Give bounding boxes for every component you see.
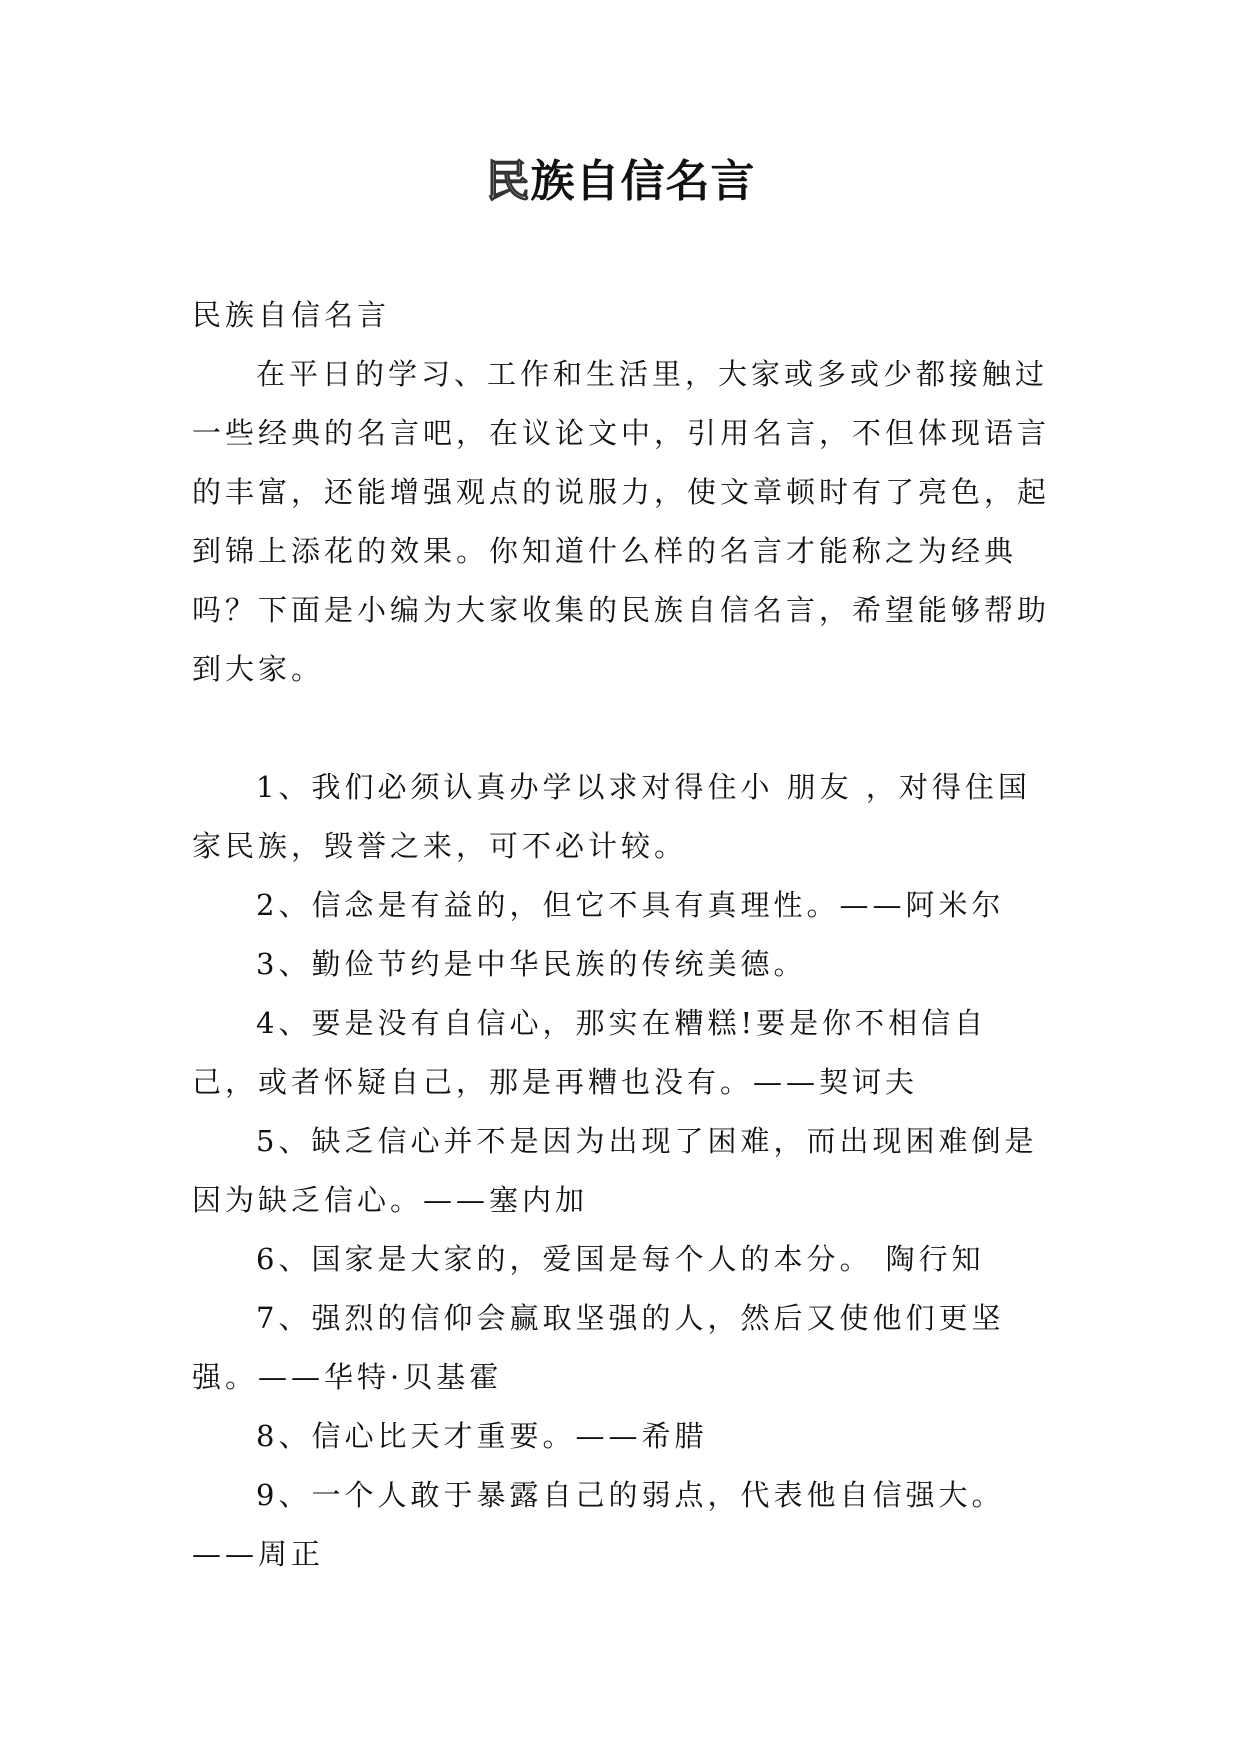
quote-item: 5、缺乏信心并不是因为出现了困难，而出现困难倒是因为缺乏信心。——塞内加 — [192, 1124, 1038, 1217]
title-first-char: 民 — [485, 156, 531, 207]
title-rest: 族自信名言 — [530, 156, 756, 207]
document-subtitle: 民族自信名言 — [192, 298, 391, 332]
quote-item: 3、勤俭节约是中华民族的传统美德。 — [256, 947, 807, 981]
document-body — [192, 286, 1052, 1584]
paragraph-spacer — [192, 699, 1052, 758]
quote-item: 9、一个人敢于暴露自己的弱点，代表他自信强大。——周正 — [192, 1478, 1005, 1571]
quote-item: 1、我们必须认真办学以求对得住小 朋友 ，对得住国家民族，毁誉之来，可不必计较。 — [192, 770, 1031, 863]
quote-item: 4、要是没有自信心，那实在糟糕!要是你不相信自己，或者怀疑自己，那是再糟也没有。——契诃夫 — [192, 1006, 988, 1099]
intro-paragraph: 在平日的学习、工作和生活里，大家或多或少都接触过一些经典的名言吧，在议论文中，引用名言，不但体现语言的丰富，还能增强观点的说服力，使文章顿时有了亮色，起到锦上添花的效果。你知道什么样的名言才能称之为经典吗？下面是小编为大家收集的民族自信名言，希望能够帮助到大家。 — [192, 357, 1051, 686]
document-title — [0, 150, 1241, 214]
quote-item: 2、信念是有益的，但它不具有真理性。——阿米尔 — [256, 888, 1005, 922]
quote-item: 8、信心比天才重要。——希腊 — [256, 1419, 708, 1453]
quote-item: 6、国家是大家的，爱国是每个人的本分。 陶行知 — [256, 1242, 985, 1276]
quote-item: 7、强烈的信仰会赢取坚强的人，然后又使他们更坚强。——华特·贝基霍 — [192, 1301, 1005, 1394]
